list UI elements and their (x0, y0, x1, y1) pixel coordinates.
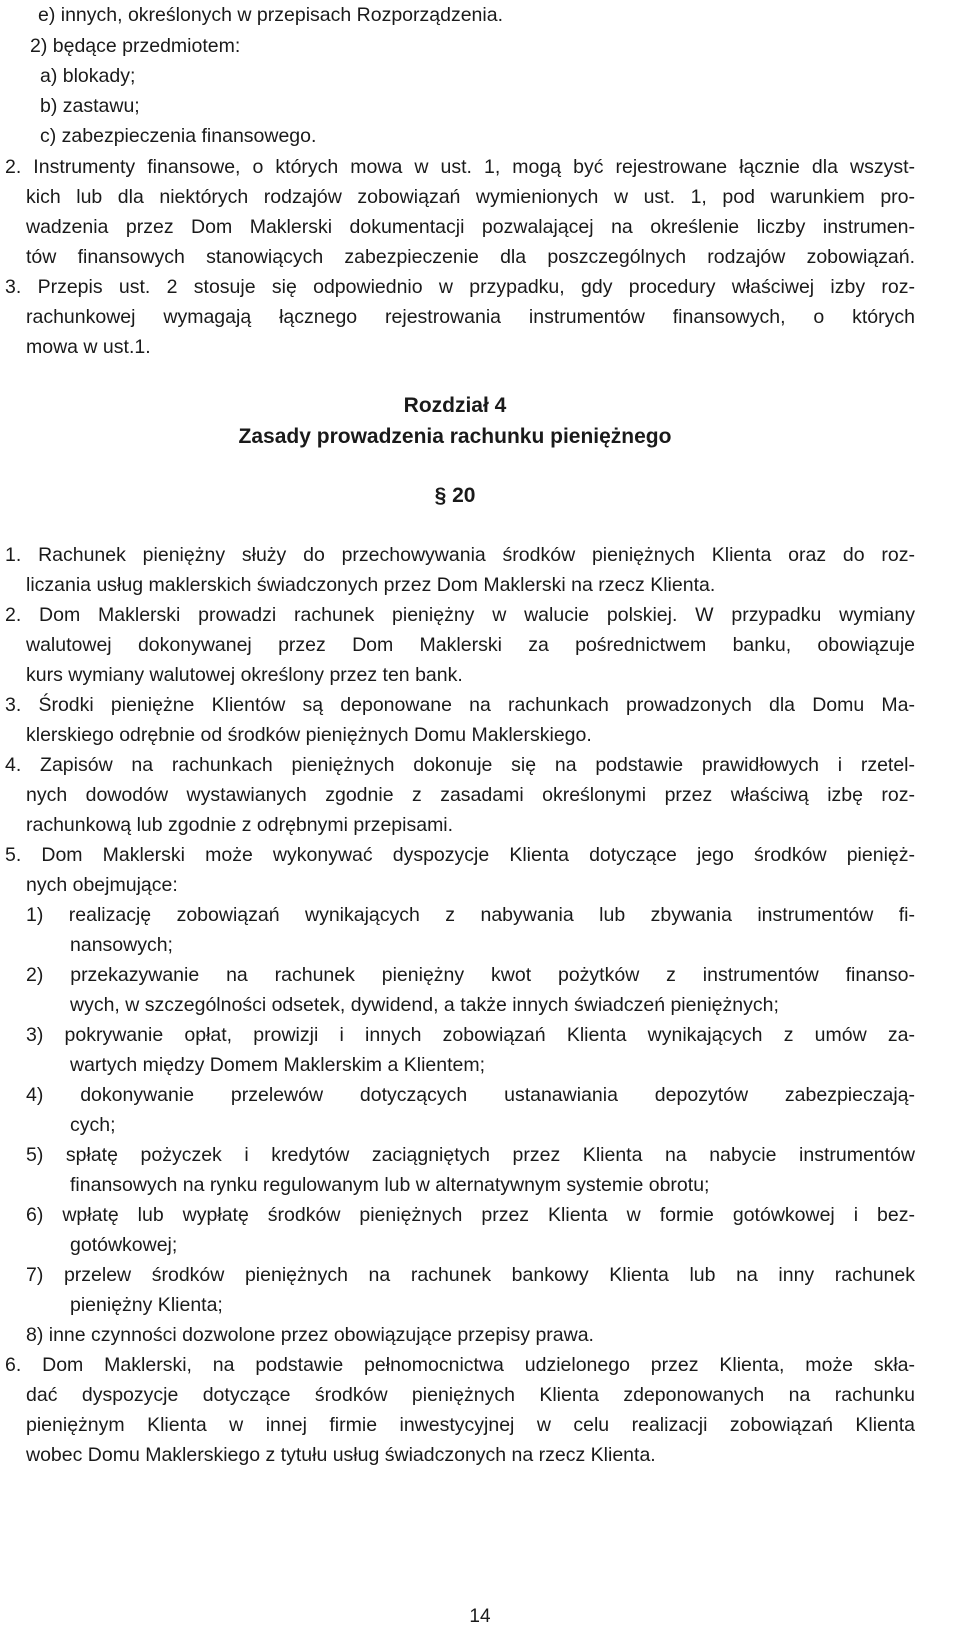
list-item-a: a) blokady; (40, 65, 136, 87)
sub-item-1-line-2: nansowych; (70, 934, 173, 956)
body-p4-line-1: 4. Zapisów na rachunkach pieniężnych dokonuje się na podstawie prawidłowych i rzetel- (5, 754, 915, 776)
body-p4-line-2: nych dowodów wystawianych zgodnie z zasadami określonymi przez właściwą izbę roz- (26, 784, 915, 806)
body-p5-line-1: 5. Dom Maklerski może wykonywać dyspozycje Klienta dotyczące jego środków pienięż- (5, 844, 915, 866)
sub-item-6-line-2: gotówkowej; (70, 1234, 178, 1256)
list-item-e: e) innych, określonych w przepisach Rozporządzenia. (38, 4, 503, 26)
list-item-c: c) zabezpieczenia finansowego. (40, 125, 317, 147)
body-p3-line-2: klerskiego odrębnie od środków pieniężnych Domu Maklerskiego. (26, 724, 592, 746)
sub-item-7-line-2: pieniężny Klienta; (70, 1294, 223, 1316)
chapter-title: Zasady prowadzenia rachunku pieniężnego (238, 425, 672, 448)
paragraph-2-line-3: wadzenia przez Dom Maklerski dokumentacji pozwalającej na określenie liczby instrumen- (26, 216, 915, 238)
paragraph-3-line-2: rachunkowej wymagają łącznego rejestrowania instrumentów finansowych, o których (26, 306, 915, 328)
body-p4-line-3: rachunkową lub zgodnie z odrębnymi przepisami. (26, 814, 454, 836)
sub-item-7-line-1: 7) przelew środków pieniężnych na rachunek bankowy Klienta lub na inny rachunek (26, 1264, 915, 1286)
list-item-2: 2) będące przedmiotem: (30, 35, 241, 57)
sub-item-2-line-2: wych, w szczególności odsetek, dywidend, a także innych świadczeń pieniężnych; (70, 994, 779, 1016)
body-p6-line-2: dać dyspozycje dotyczące środków pieniężnych Klienta zdeponowanych na rachunku (26, 1384, 915, 1406)
list-item-b: b) zastawu; (40, 95, 140, 117)
paragraph-3-line-1: 3. Przepis ust. 2 stosuje się odpowiednio w przypadku, gdy procedury właściwej izby roz- (5, 276, 915, 298)
body-p6-line-1: 6. Dom Maklerski, na podstawie pełnomocnictwa udzielonego przez Klienta, może skła- (5, 1354, 915, 1376)
sub-item-4-line-1: 4) dokonywanie przelewów dotyczących ustanawiania depozytów zabezpieczają- (26, 1084, 915, 1106)
sub-item-3-line-1: 3) pokrywanie opłat, prowizji i innych zobowiązań Klienta wynikających z umów za- (26, 1024, 915, 1046)
body-p6-line-4: wobec Domu Maklerskiego z tytułu usług świadczonych na rzecz Klienta. (26, 1444, 656, 1466)
sub-item-8-line-1: 8) inne czynności dozwolone przez obowiązujące przepisy prawa. (26, 1324, 594, 1346)
sub-item-3-line-2: wartych między Domem Maklerskim a Klientem; (70, 1054, 486, 1076)
body-p1-line-1: 1. Rachunek pieniężny służy do przechowywania środków pieniężnych Klienta oraz do roz- (5, 544, 915, 566)
chapter-number: Rozdział 4 (403, 394, 507, 417)
sub-item-1-line-1: 1) realizację zobowiązań wynikających z nabywania lub zbywania instrumentów fi- (26, 904, 915, 926)
body-p2-line-2: walutowej dokonywanej przez Dom Maklerski za pośrednictwem banku, obowiązuje (26, 634, 915, 656)
sub-item-5-line-2: finansowych na rynku regulowanym lub w alternatywnym systemie obrotu; (70, 1174, 710, 1196)
sub-item-4-line-2: cych; (70, 1114, 116, 1136)
body-p2-line-1: 2. Dom Maklerski prowadzi rachunek pieniężny w walucie polskiej. W przypadku wymiany (5, 604, 915, 626)
body-p2-line-3: kurs wymiany walutowej określony przez ten bank. (26, 664, 463, 686)
page-number: 14 (469, 1606, 491, 1627)
paragraph-2-line-4: tów finansowych stanowiących zabezpieczenie dla poszczególnych rodzajów zobowiązań. (26, 246, 915, 268)
body-p6-line-3: pieniężnym Klienta w innej firmie inwestycyjnej w celu realizacji zobowiązań Klienta (26, 1414, 915, 1436)
paragraph-2-line-1: 2. Instrumenty finansowe, o których mowa w ust. 1, mogą być rejestrowane łącznie dla wszyst- (5, 156, 915, 178)
body-p1-line-2: liczania usług maklerskich świadczonych przez Dom Maklerski na rzecz Klienta. (26, 574, 716, 596)
paragraph-3-line-3: mowa w ust.1. (26, 336, 151, 358)
body-p5-line-2: nych obejmujące: (26, 874, 178, 896)
paragraph-2-line-2: kich lub dla niektórych rodzajów zobowiązań wymienionych w ust. 1, pod warunkiem pro- (26, 186, 915, 208)
sub-item-6-line-1: 6) wpłatę lub wypłatę środków pieniężnych przez Klienta w formie gotówkowej i bez- (26, 1204, 915, 1226)
paragraph-symbol: § 20 (434, 484, 476, 507)
body-p3-line-1: 3. Środki pieniężne Klientów są deponowane na rachunkach prowadzonych dla Domu Ma- (5, 694, 915, 716)
sub-item-2-line-1: 2) przekazywanie na rachunek pieniężny kwot pożytków z instrumentów finanso- (26, 964, 915, 986)
sub-item-5-line-1: 5) spłatę pożyczek i kredytów zaciągniętych przez Klienta na nabycie instrumentów (26, 1144, 915, 1166)
